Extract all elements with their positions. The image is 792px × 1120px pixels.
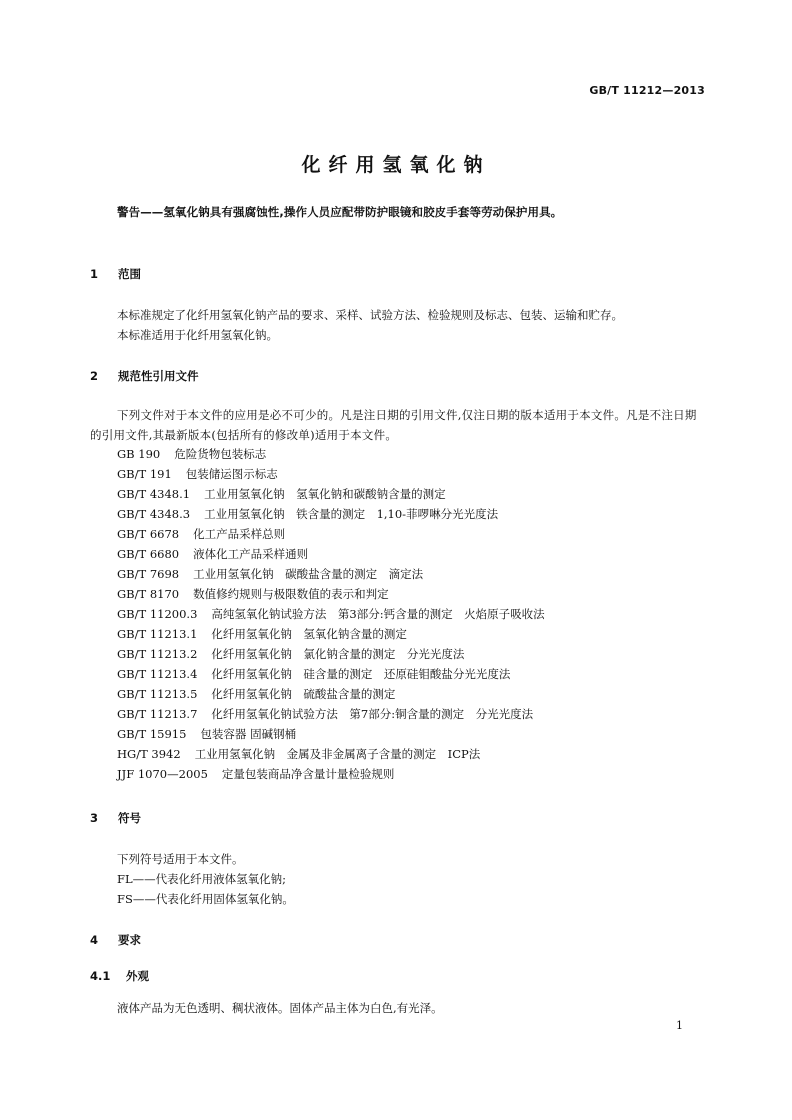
reference-item bbox=[117, 724, 545, 744]
scope-line-2: 本标准适用于化纤用氢氧化钠。 bbox=[117, 328, 278, 342]
section-title: 范围 bbox=[118, 267, 141, 281]
subsection-number: 4.1 bbox=[90, 969, 111, 983]
reference-item bbox=[117, 564, 545, 584]
reference-item bbox=[117, 644, 545, 664]
section-title: 要求 bbox=[118, 933, 141, 947]
warning-statement: 警告——氢氧化钠具有强腐蚀性,操作人员应配带防护眼镜和胶皮手套等劳动保护用具。 bbox=[117, 205, 563, 219]
reference-item bbox=[117, 624, 545, 644]
reference-title: 数值修约规则与极限数值的表示和判定 bbox=[193, 587, 389, 601]
symbol-fs: FS——代表化纤用固体氢氧化钠。 bbox=[117, 892, 294, 906]
reference-code: GB/T 15915 bbox=[117, 727, 187, 741]
reference-title: 化纤用氢氧化钠 硅含量的测定 还原硅钼酸盐分光光度法 bbox=[211, 667, 511, 681]
symbols-intro: 下列符号适用于本文件。 bbox=[117, 852, 244, 866]
reference-item bbox=[117, 464, 545, 484]
section-heading-requirements bbox=[90, 932, 141, 948]
reference-code: GB/T 11213.4 bbox=[117, 667, 198, 681]
reference-item bbox=[117, 544, 545, 564]
reference-code: GB/T 6680 bbox=[117, 547, 180, 561]
reference-title: 化纤用氢氧化钠 硫酸盐含量的测定 bbox=[211, 687, 396, 701]
reference-code: GB/T 7698 bbox=[117, 567, 180, 581]
reference-code: GB/T 11213.5 bbox=[117, 687, 198, 701]
section-heading-symbols bbox=[90, 810, 141, 826]
references-intro: 下列文件对于本文件的应用是必不可少的。凡是注日期的引用文件,仅注日期的版本适用于本文件。凡是不注日期的引用文件,其最新版本(包括所有的修改单)适用于本文件。 bbox=[90, 408, 697, 442]
reference-item bbox=[117, 584, 545, 604]
reference-code: GB/T 4348.3 bbox=[117, 507, 191, 521]
reference-code: JJF 1070—2005 bbox=[117, 767, 208, 781]
reference-code: GB 190 bbox=[117, 447, 161, 461]
reference-item bbox=[117, 684, 545, 704]
subsection-title: 外观 bbox=[126, 969, 149, 983]
reference-title: 工业用氢氧化钠 金属及非金属离子含量的测定 ICP法 bbox=[194, 747, 481, 761]
section-number: 1 bbox=[90, 267, 99, 281]
reference-item bbox=[117, 744, 545, 764]
reference-title: 工业用氢氧化钠 碳酸盐含量的测定 滴定法 bbox=[193, 567, 424, 581]
reference-code: GB/T 6678 bbox=[117, 527, 180, 541]
section-title: 规范性引用文件 bbox=[118, 369, 199, 383]
reference-item bbox=[117, 604, 545, 624]
symbol-fl: FL——代表化纤用液体氢氧化钠; bbox=[117, 872, 286, 886]
reference-item bbox=[117, 504, 545, 524]
reference-item bbox=[117, 764, 545, 784]
section-number: 3 bbox=[90, 811, 99, 825]
reference-code: HG/T 3942 bbox=[117, 747, 181, 761]
reference-item bbox=[117, 704, 545, 724]
reference-code: GB/T 11200.3 bbox=[117, 607, 198, 621]
reference-code: GB/T 4348.1 bbox=[117, 487, 191, 501]
reference-title: 定量包装商品净含量计量检验规则 bbox=[221, 767, 395, 781]
subsection-heading-appearance bbox=[90, 968, 149, 984]
reference-title: 包装容器 固碱钢桶 bbox=[200, 727, 297, 741]
section-heading-references bbox=[90, 368, 199, 384]
section-title: 符号 bbox=[118, 811, 141, 825]
reference-title: 化纤用氢氧化钠 氯化钠含量的测定 分光光度法 bbox=[211, 647, 465, 661]
reference-item bbox=[117, 484, 545, 504]
reference-item bbox=[117, 664, 545, 684]
reference-code: GB/T 11213.2 bbox=[117, 647, 198, 661]
scope-line-1: 本标准规定了化纤用氢氧化钠产品的要求、采样、试验方法、检验规则及标志、包装、运输和贮存。 bbox=[117, 308, 623, 322]
section-number: 4 bbox=[90, 933, 99, 947]
document-title: 化纤用氢氧化钠 bbox=[301, 154, 491, 176]
reference-title: 危险货物包装标志 bbox=[174, 447, 267, 461]
reference-list bbox=[117, 444, 545, 784]
reference-title: 化纤用氢氧化钠 氢氧化钠含量的测定 bbox=[211, 627, 407, 641]
reference-title: 化纤用氢氧化钠试验方法 第7部分:铜含量的测定 分光光度法 bbox=[211, 707, 534, 721]
reference-code: GB/T 8170 bbox=[117, 587, 180, 601]
page-number: 1 bbox=[676, 1019, 683, 1032]
reference-title: 包装储运图示标志 bbox=[185, 467, 278, 481]
reference-code: GB/T 191 bbox=[117, 467, 172, 481]
appearance-text: 液体产品为无色透明、稠状液体。固体产品主体为白色,有光泽。 bbox=[117, 1001, 443, 1015]
standard-number: GB/T 11212—2013 bbox=[589, 84, 705, 97]
reference-title: 工业用氢氧化钠 铁含量的测定 1,10-菲啰啉分光光度法 bbox=[204, 507, 499, 521]
reference-title: 化工产品采样总则 bbox=[193, 527, 286, 541]
reference-title: 液体化工产品采样通则 bbox=[193, 547, 309, 561]
reference-item bbox=[117, 444, 545, 464]
reference-title: 工业用氢氧化钠 氢氧化钠和碳酸钠含量的测定 bbox=[204, 487, 446, 501]
reference-title: 高纯氢氧化钠试验方法 第3部分:钙含量的测定 火焰原子吸收法 bbox=[211, 607, 545, 621]
reference-item bbox=[117, 524, 545, 544]
section-heading-scope bbox=[90, 266, 141, 282]
section-number: 2 bbox=[90, 369, 99, 383]
reference-code: GB/T 11213.1 bbox=[117, 627, 198, 641]
reference-code: GB/T 11213.7 bbox=[117, 707, 198, 721]
